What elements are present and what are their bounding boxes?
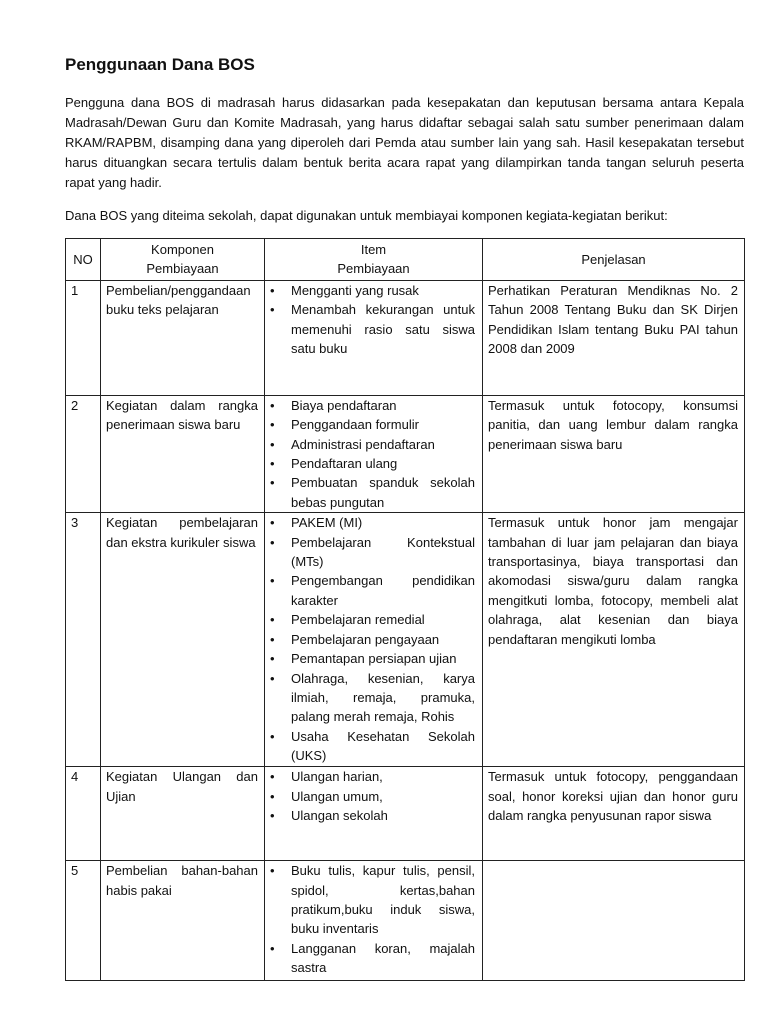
row-penjelasan: Termasuk untuk fotocopy, konsumsi panitia, dan uang lembur dalam rangka penerimaan siswa baru: [483, 395, 745, 512]
list-item: • Ulangan umum,: [265, 787, 475, 806]
list-item: • Ulangan harian,: [265, 767, 475, 786]
list-item: • Pembelajaran pengayaan: [265, 630, 475, 649]
header-item: [265, 239, 483, 281]
item-list: [265, 281, 475, 359]
header-item-line1: Item: [360, 242, 387, 257]
header-penjelasan: Penjelasan: [483, 239, 745, 281]
row-penjelasan: Perhatikan Peraturan Mendiknas No. 2 Tahun 2008 Tentang Buku dan SK Dirjen Pendidikan Islam tentang Buku PAI tahun 2008 dan 2009: [483, 280, 745, 395]
list-item: • Menambah kekurangan untuk memenuhi rasio satu siswa satu buku: [265, 300, 475, 358]
body-paragraph: Pengguna dana BOS di madrasah harus didasarkan pada kesepakatan dan keputusan bersama antara Kepala Madrasah/Dewan Guru dan Komite Madrasah, yang harus didaftar sebagai salah satu sumber penerimaan dalam RKAM/RAPBM, disamping dana yang diperoleh dari Pemda atau sumber lain yang sah. Hasil kesepakatan tersebut harus dituangkan secara tertulis dalam bentuk berita acara rapat yang dilampirkan tanda tangan seluruh peserta rapat yang hadir.: [65, 95, 744, 190]
item-list: [265, 396, 475, 512]
list-item: • Pembuatan spanduk sekolah bebas pungutan: [265, 473, 475, 512]
table-header-row: [66, 239, 745, 281]
list-item: • Pembelajaran Kontekstual (MTs): [265, 533, 475, 572]
row-items: [265, 767, 483, 861]
document-title: Penggunaan Dana BOS: [65, 55, 255, 74]
item-list: [265, 513, 475, 765]
header-no: NO: [66, 239, 101, 281]
row-number: 4: [66, 767, 101, 861]
row-items: [265, 513, 483, 767]
row-komponen: Kegiatan dalam rangka penerimaan siswa baru: [101, 395, 265, 512]
header-item-line2: Pembiayaan: [337, 261, 410, 277]
list-item: • Ulangan sekolah: [265, 806, 475, 825]
item-list: [265, 861, 475, 977]
list-item: • Langganan koran, majalah sastra: [265, 939, 475, 978]
row-penjelasan: [483, 861, 745, 981]
row-penjelasan: Termasuk untuk honor jam mengajar tambahan di luar jam pelajaran dan biaya transportasinya, biaya transportasi dan akomodasi siswa/guru dalam rangka mengitkuti lomba, fotocopy, membeli alat olahraga, alat kesenian dan biaya pendaftaran mengikuti lomba: [483, 513, 745, 767]
list-item: • Biaya pendaftaran: [265, 396, 475, 415]
row-items: [265, 395, 483, 512]
header-komponen-line2: Pembiayaan: [146, 261, 219, 277]
list-item: • Buku tulis, kapur tulis, pensil, spidol, kertas,bahan pratikum,buku induk siswa, buku inventaris: [265, 861, 475, 939]
list-item: • Pengembangan pendidikan karakter: [265, 571, 475, 610]
row-number: 2: [66, 395, 101, 512]
row-number: 1: [66, 280, 101, 395]
header-komponen-line1: Komponen: [151, 242, 214, 257]
row-number: 5: [66, 861, 101, 981]
table-row: [66, 513, 745, 767]
row-number: 3: [66, 513, 101, 767]
funding-table: [65, 238, 745, 981]
intro-paragraph: Dana BOS yang diteima sekolah, dapat digunakan untuk membiayai komponen kegiata-kegiatan berikut:: [65, 208, 668, 223]
row-penjelasan: Termasuk untuk fotocopy, penggandaan soal, honor koreksi ujian dan honor guru dalam rangka penyusunan rapor siswa: [483, 767, 745, 861]
table-row: [66, 767, 745, 861]
list-item: • Mengganti yang rusak: [265, 281, 475, 300]
item-list: [265, 767, 475, 825]
table-row: [66, 280, 745, 395]
document-page: [65, 54, 744, 981]
list-item: • Olahraga, kesenian, karya ilmiah, remaja, pramuka, palang merah remaja, Rohis: [265, 669, 475, 727]
list-item: • Pemantapan persiapan ujian: [265, 649, 475, 668]
list-item: • Pembelajaran remedial: [265, 610, 475, 629]
list-item: • Usaha Kesehatan Sekolah (UKS): [265, 727, 475, 766]
table-row: [66, 861, 745, 981]
list-item: • PAKEM (MI): [265, 513, 475, 532]
header-komponen: [101, 239, 265, 281]
table-row: [66, 395, 745, 512]
list-item: • Administrasi pendaftaran: [265, 435, 475, 454]
row-items: [265, 861, 483, 981]
row-items: [265, 280, 483, 395]
row-komponen: Pembelian bahan-bahan habis pakai: [101, 861, 265, 981]
list-item: • Penggandaan formulir: [265, 415, 475, 434]
row-komponen: Kegiatan Ulangan dan Ujian: [101, 767, 265, 861]
row-komponen: Kegiatan pembelajaran dan ekstra kurikuler siswa: [101, 513, 265, 767]
row-komponen: Pembelian/penggandaan buku teks pelajaran: [101, 280, 265, 395]
list-item: • Pendaftaran ulang: [265, 454, 475, 473]
